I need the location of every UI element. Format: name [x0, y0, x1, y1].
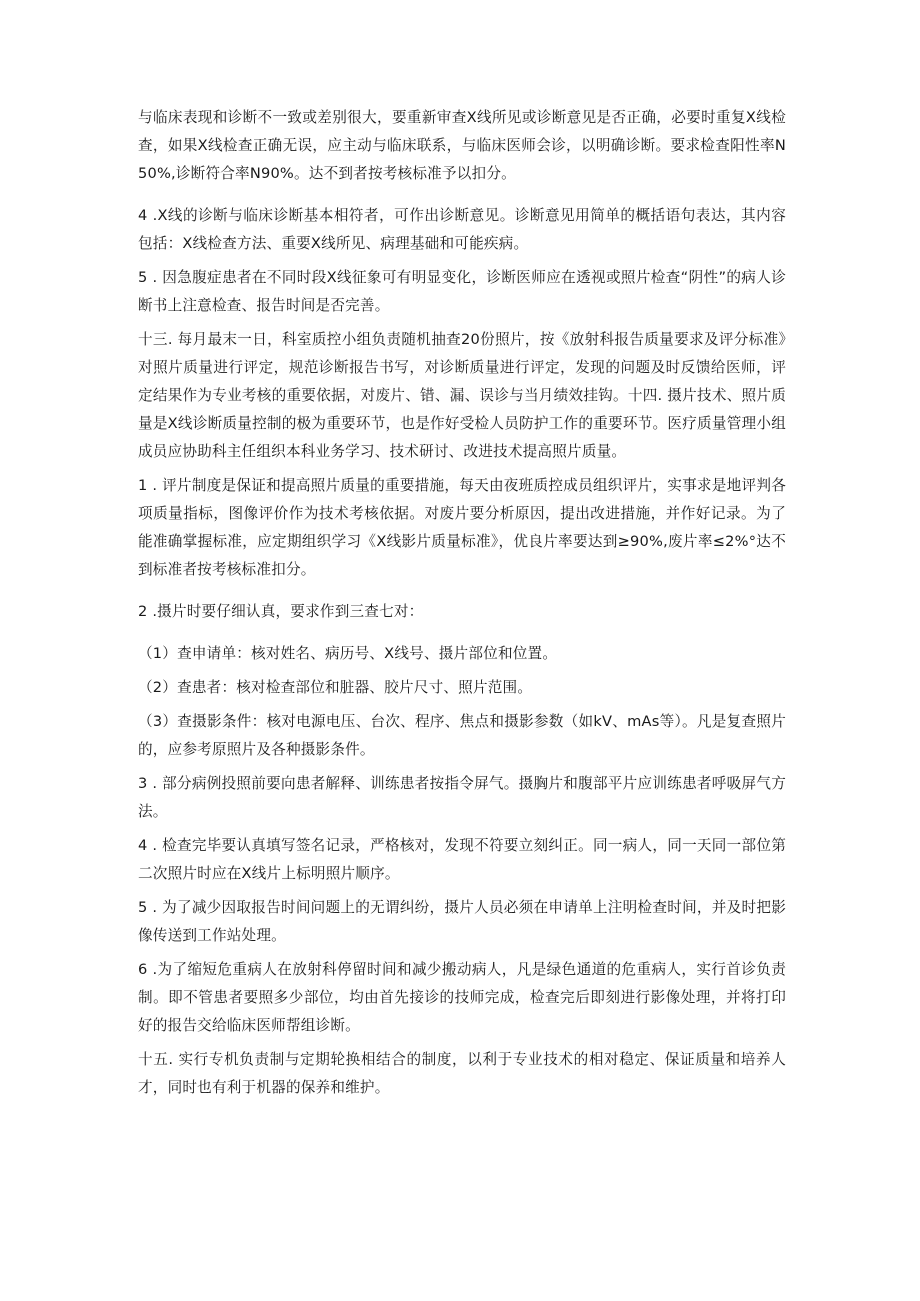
paragraph-check-request-form: （1）查申请单：核对姓名、病历号、X线号、摄片部位和位置。: [138, 645, 558, 662]
paragraph-section-13-14: 十三. 每月最末一日，科室质控小组负责随机抽查20份照片，按《放射科报告质量要求及评分标准》对照片质量进行评定，规范诊断报告书写，对诊断质量进行评定，发现的问题及时反馈给医师，评定结果作为专业考核的重要依据，对废片、错、漏、误诊与当月绩效挂钩。十四. 摄片技术、照片质量是X线诊断质量控制的极为重要环节，也是作好受检人员防护工作的重要环节。医疗质量管理小组成员应协助科主任组织本科业务学习、技术研讨、改进技术提高照片质量。: [138, 331, 786, 460]
paragraph-section-15: 十五. 实行专机负责制与定期轮换相结合的制度，以利于专业技术的相对稳定、保证质量和培养人才，同时也有利于机器的保养和维护。: [138, 1051, 786, 1096]
paragraph-item-5-acute-abdomen: 5 . 因急腹症患者在不同时段X线征象可有明显变化，诊断医师应在透视或照片检查“阴性”的病人诊断书上注意检查、报告时间是否完善。: [138, 269, 786, 314]
paragraph-item-5-exam-time: 5 . 为了减少因取报告时间问题上的无谓纠纷，摄片人员必须在申请单上注明检查时间，并及时把影像传送到工作站处理。: [138, 899, 786, 944]
paragraph-check-patient: （2）查患者：核对检查部位和脏器、胶片尺寸、照片范围。: [138, 679, 533, 696]
paragraph-item-1-film-review: 1 . 评片制度是保证和提高照片质量的重要措施，每天由夜班质控成员组织评片，实事求是地评判各项质量指标，图像评价作为技术考核依据。对废片要分析原因，提出改进措施，并作好记录。为了能准确掌握标准，应定期组织学习《X线影片质量标准》，优良片率要达到≥90%,废片率≤2%°达不到标准者按考核标准扣分。: [138, 477, 786, 578]
paragraph-item-2-three-checks: 2 .摄片时要仔细认真，要求作到三查七对：: [138, 603, 424, 620]
paragraph-diagnosis-review: 与临床表现和诊断不一致或差别很大，要重新审查X线所见或诊断意见是否正确，必要时重复X线检查，如果X线检查正确无误，应主动与临床联系，与临床医师会诊，以明确诊断。要求检查阳性率N50%,诊断符合率N90%。达不到者按考核标准予以扣分。: [138, 109, 786, 182]
document-page: [138, 104, 786, 1102]
paragraph-item-4-signature-record: 4 . 检查完毕要认真填写签名记录，严格核对，发现不符要立刻纠正。同一病人，同一天同一部位第二次照片时应在X线片上标明照片顺序。: [138, 837, 786, 882]
paragraph-item-6-critical-patients: 6 .为了缩短危重病人在放射科停留时间和减少搬动病人，凡是绿色通道的危重病人，实行首诊负责制。即不管患者要照多少部位，均由首先接诊的技师完成，检查完后即刻进行影像处理，并将打印好的报告交给临床医师帮组诊断。: [138, 961, 786, 1034]
paragraph-check-exposure-conditions: （3）查摄影条件：核对电源电压、台次、程序、焦点和摄影参数（如kV、mAs等）。凡是复查照片的，应参考原照片及各种摄影条件。: [138, 713, 786, 758]
paragraph-item-3-breath-training: 3 . 部分病例投照前要向患者解释、训练患者按指令屏气。摄胸片和腹部平片应训练患者呼吸屏气方法。: [138, 775, 786, 820]
paragraph-item-4-diagnosis: 4 .X线的诊断与临床诊断基本相符者，可作出诊断意见。诊断意见用简单的概括语句表达，其内容包括：X线检查方法、重要X线所见、病理基础和可能疾病。: [138, 207, 786, 252]
